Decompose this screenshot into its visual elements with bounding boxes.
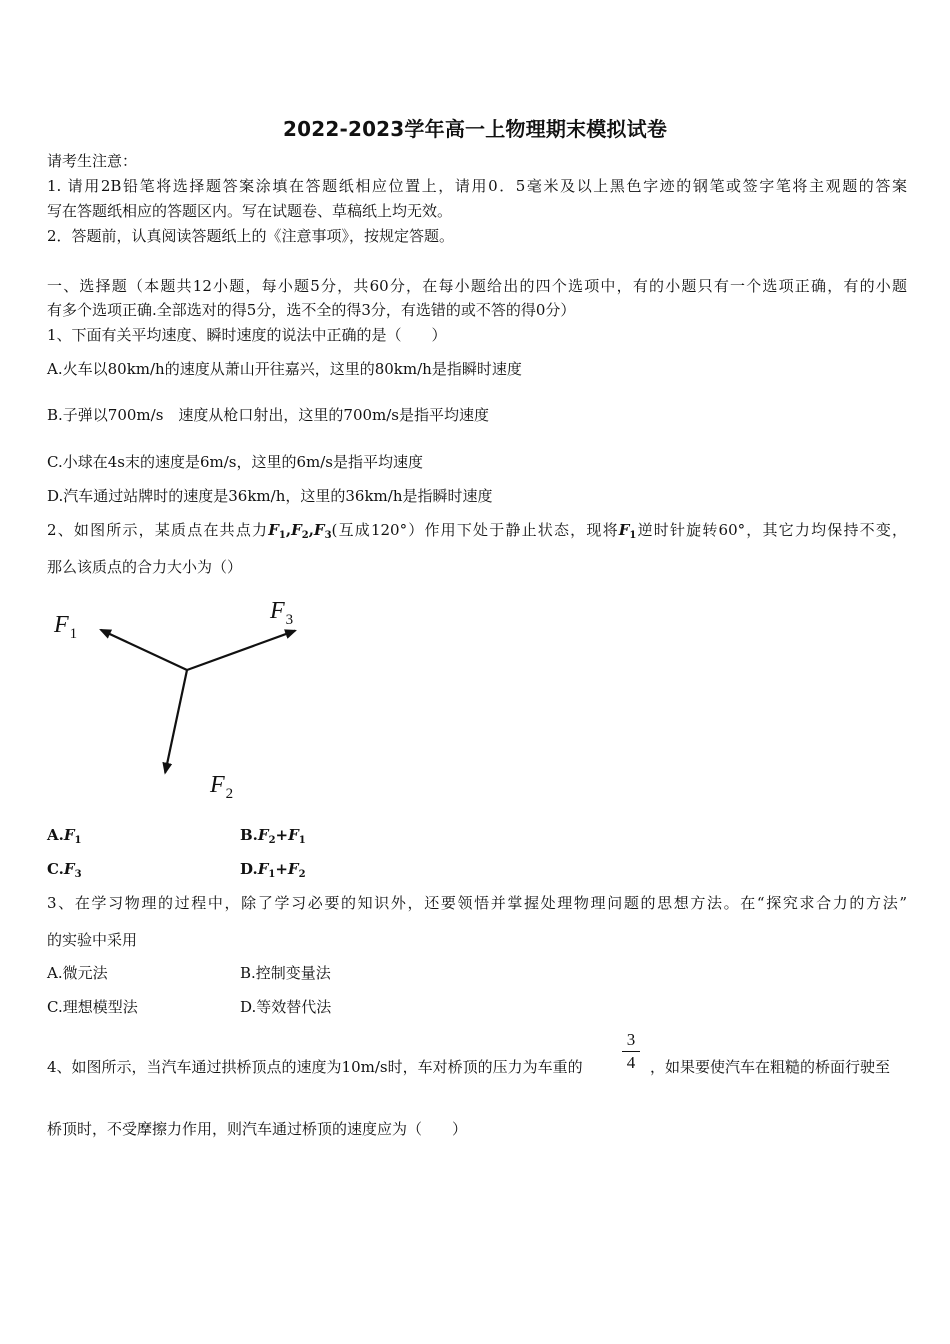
page-title: 2022-2023学年高一上物理期末模拟试卷 [282, 117, 668, 141]
section-header-line-2: 有多个选项正确.全部选对的得5分，选不全的得3分，有选错的或不答的得0分） [47, 301, 576, 319]
q1-option-c: C.小球在4s末的速度是6m/s，这里的6m/s是指平均速度 [47, 453, 423, 471]
fraction-bar [622, 1051, 640, 1052]
q2-stem-part-1: 2、如图所示，某质点在共点力 [47, 521, 269, 539]
label-f3: $F_3$ [270, 598, 294, 628]
q4-stem-line-2: 桥顶时，不受摩擦力作用，则汽车通过桥顶的速度应为（ ） [47, 1120, 468, 1138]
q3-option-b: B.控制变量法 [240, 964, 331, 982]
q3-option-a: A.微元法 [47, 964, 108, 982]
q4-stem-part-2: ，如果要使汽车在粗糙的桥面行驶至 [650, 1058, 891, 1076]
q4-stem-part-1: 4、如图所示，当汽车通过拱桥顶点的速度为10m/s时，车对桥顶的压力为车重的 [47, 1058, 583, 1076]
section-header-line-1: 一、选择题（本题共12小题，每小题5分，共60分，在每小题给出的四个选项中，有的小题只有一个选项正确，有的小题 [47, 277, 907, 295]
q2-stem-part-2: (互成120°）作用下处于静止状态，现将 [331, 521, 619, 539]
notice-item-2: 2．答题前，认真阅读答题纸上的《注意事项》，按规定答题。 [47, 227, 455, 245]
fraction-denominator: 4 [626, 1053, 636, 1072]
q2-stem-part-3: 逆时针旋转60°，其它力均保持不变， [636, 521, 908, 539]
vector-f1 [101, 630, 187, 670]
label-f2: $F_2$ [210, 772, 234, 802]
vector-f3 [187, 631, 295, 670]
label-f1: $F_1$ [54, 612, 78, 642]
notice-item-1-line-2: 写在答题纸相应的答题区内。写在试题卷、草稿纸上均无效。 [47, 202, 453, 220]
q3-stem-line-1: 3、在学习物理的过程中，除了学习必要的知识外，还要领悟并掌握处理物理问题的思想方法。在“探究求合力的方法” [47, 894, 907, 912]
q2-option-b: $B.F_2+F_1$ [240, 826, 306, 846]
q1-option-d: D.汽车通过站牌时的速度是36km/h，这里的36km/h是指瞬时速度 [47, 487, 493, 505]
force-vectors [101, 630, 295, 773]
q1-option-a: A.火车以80km/h的速度从萧山开往嘉兴，这里的80km/h是指瞬时速度 [47, 360, 522, 378]
q2-stem-line-1: 2、如图所示，某质点在共点力$F_1,F_2,F_3$(互成120°）作用下处于静止状态，现将$F_1$逆时针旋转60°，其它力均保持不变， [47, 521, 908, 541]
q1-stem: 1、下面有关平均速度、瞬时速度的说法中正确的是（ ） [47, 326, 447, 344]
q2-stem-line-2: 那么该质点的合力大小为（） [47, 558, 243, 576]
q3-option-d: D.等效替代法 [240, 998, 332, 1016]
notice-item-1-line-1: 1. 请用2B铅笔将选择题答案涂填在答题纸相应位置上，请用0．5毫米及以上黑色字迹的钢笔或签字笔将主观题的答案 [47, 177, 907, 195]
q3-option-c: C.理想模型法 [47, 998, 138, 1016]
q2-option-d: $D.F_1+F_2$ [240, 860, 306, 880]
q2-option-c: $C.F_3$ [47, 860, 82, 880]
force-diagram [40, 590, 320, 810]
vector-f2 [165, 670, 187, 773]
notice-heading: 请考生注意： [47, 152, 138, 170]
q1-option-b: B.子弹以700m/s 速度从枪口射出，这里的700m/s是指平均速度 [47, 406, 490, 424]
q4-fraction [622, 1030, 640, 1073]
q3-stem-line-2: 的实验中采用 [47, 931, 138, 949]
fraction-numerator: 3 [626, 1030, 636, 1049]
q2-option-a: $A.F_1$ [47, 826, 82, 846]
